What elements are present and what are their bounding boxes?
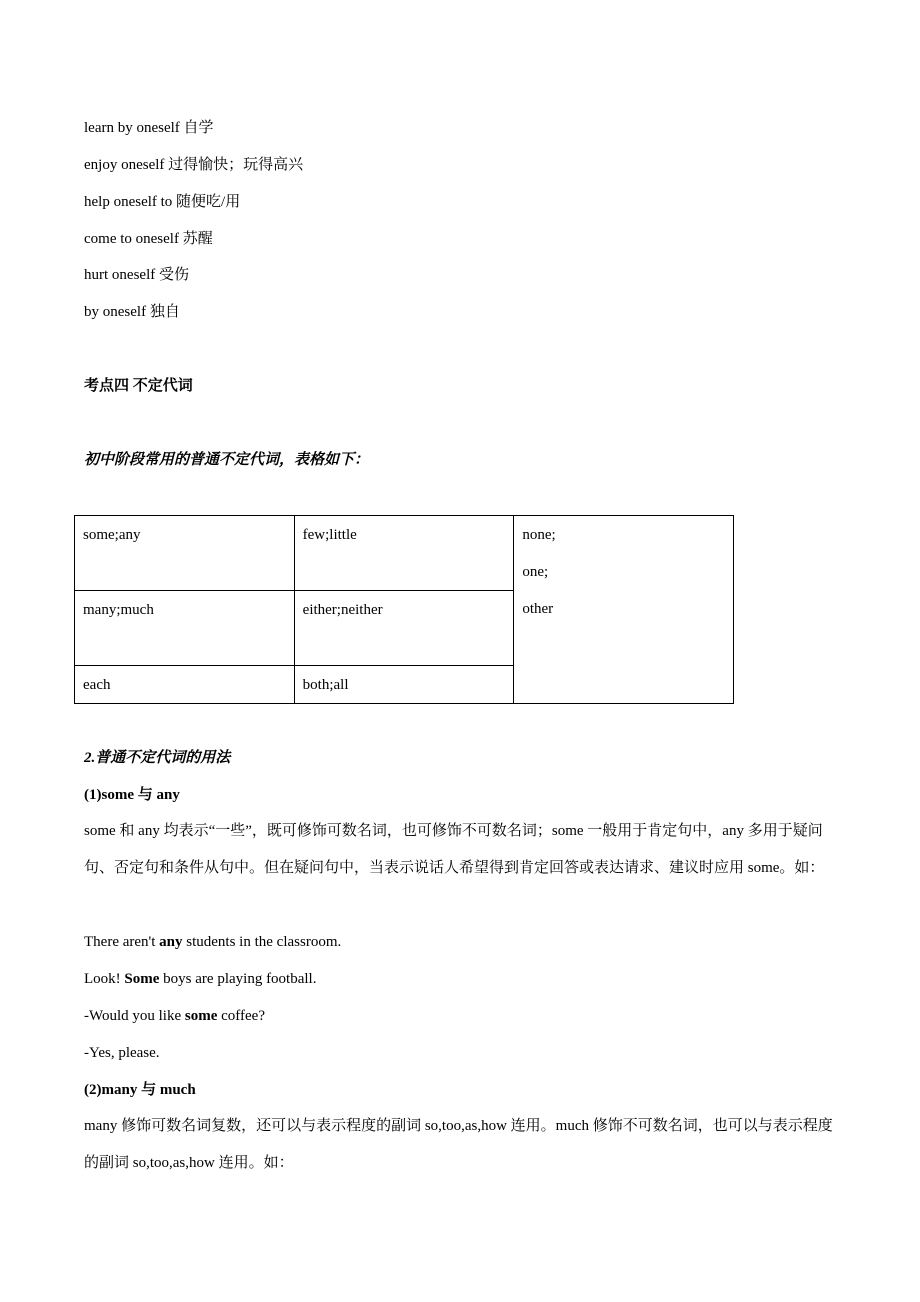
example-text: -Yes, please. xyxy=(84,1045,160,1061)
example-sentence xyxy=(84,932,341,952)
example-keyword: Some xyxy=(124,971,160,987)
phrase-line: enjoy oneself 过得愉快；玩得高兴 xyxy=(84,157,304,173)
example-text: -Would you like xyxy=(84,1008,185,1024)
example-text: boys are playing football. xyxy=(159,971,317,987)
table-cell: some;any xyxy=(75,516,295,591)
paragraph: many 修饰可数名词复数，还可以与表示程度的副词 so,too,as,how 连用。much 修饰不可数名词，也可以与表示程度的副词 so,too,as,how 连用。如： xyxy=(84,1118,833,1171)
example-text: coffee? xyxy=(217,1008,265,1024)
usage-heading: 2.普通不定代词的用法 xyxy=(84,750,231,766)
example-sentence xyxy=(84,969,316,989)
table-cell: both;all xyxy=(294,666,514,704)
example-text: Look! xyxy=(84,971,125,987)
pronoun-table xyxy=(74,515,734,704)
heading-term: any xyxy=(156,787,180,803)
heading-term: (1)some xyxy=(84,787,134,803)
table-cell: each xyxy=(75,666,295,704)
heading-connector: 与 xyxy=(133,787,157,803)
phrase-line: learn by oneself 自学 xyxy=(84,120,214,136)
merged-cell-line: other xyxy=(522,601,554,617)
table-row xyxy=(75,516,734,591)
merged-cell-line: none; xyxy=(522,527,556,543)
heading-term: (2)many xyxy=(84,1082,138,1098)
phrase-line: come to oneself 苏醒 xyxy=(84,231,213,247)
table-intro: 初中阶段常用的普通不定代词，表格如下： xyxy=(84,452,370,468)
subsection-heading xyxy=(84,785,180,805)
example-text: There aren't xyxy=(84,934,160,950)
phrase-line: by oneself 独自 xyxy=(84,304,180,320)
phrase-line: help oneself to 随便吃/用 xyxy=(84,194,241,210)
table-cell: many;much xyxy=(75,591,295,666)
table-cell-merged xyxy=(514,516,734,704)
merged-cell-line: one; xyxy=(522,564,549,580)
table-cell: few;little xyxy=(294,516,514,591)
table-cell: either;neither xyxy=(294,591,514,666)
example-sentence xyxy=(84,1006,265,1026)
phrase-line: hurt oneself 受伤 xyxy=(84,267,189,283)
example-text: students in the classroom. xyxy=(182,934,342,950)
subsection-heading xyxy=(84,1080,196,1100)
example-sentence xyxy=(84,1043,160,1063)
example-keyword: any xyxy=(159,934,183,950)
paragraph: some 和 any 均表示“一些”，既可修饰可数名词，也可修饰不可数名词；some 一般用于肯定句中，any 多用于疑问句、否定句和条件从句中。但在疑问句中，当表示说话人希望得到肯定回答或表达请求、建议时应用 some。如： xyxy=(84,823,825,876)
example-keyword: some xyxy=(184,1008,218,1024)
heading-connector: 与 xyxy=(137,1082,160,1098)
section-title: 考点四 不定代词 xyxy=(84,378,193,394)
heading-term: much xyxy=(159,1082,196,1098)
